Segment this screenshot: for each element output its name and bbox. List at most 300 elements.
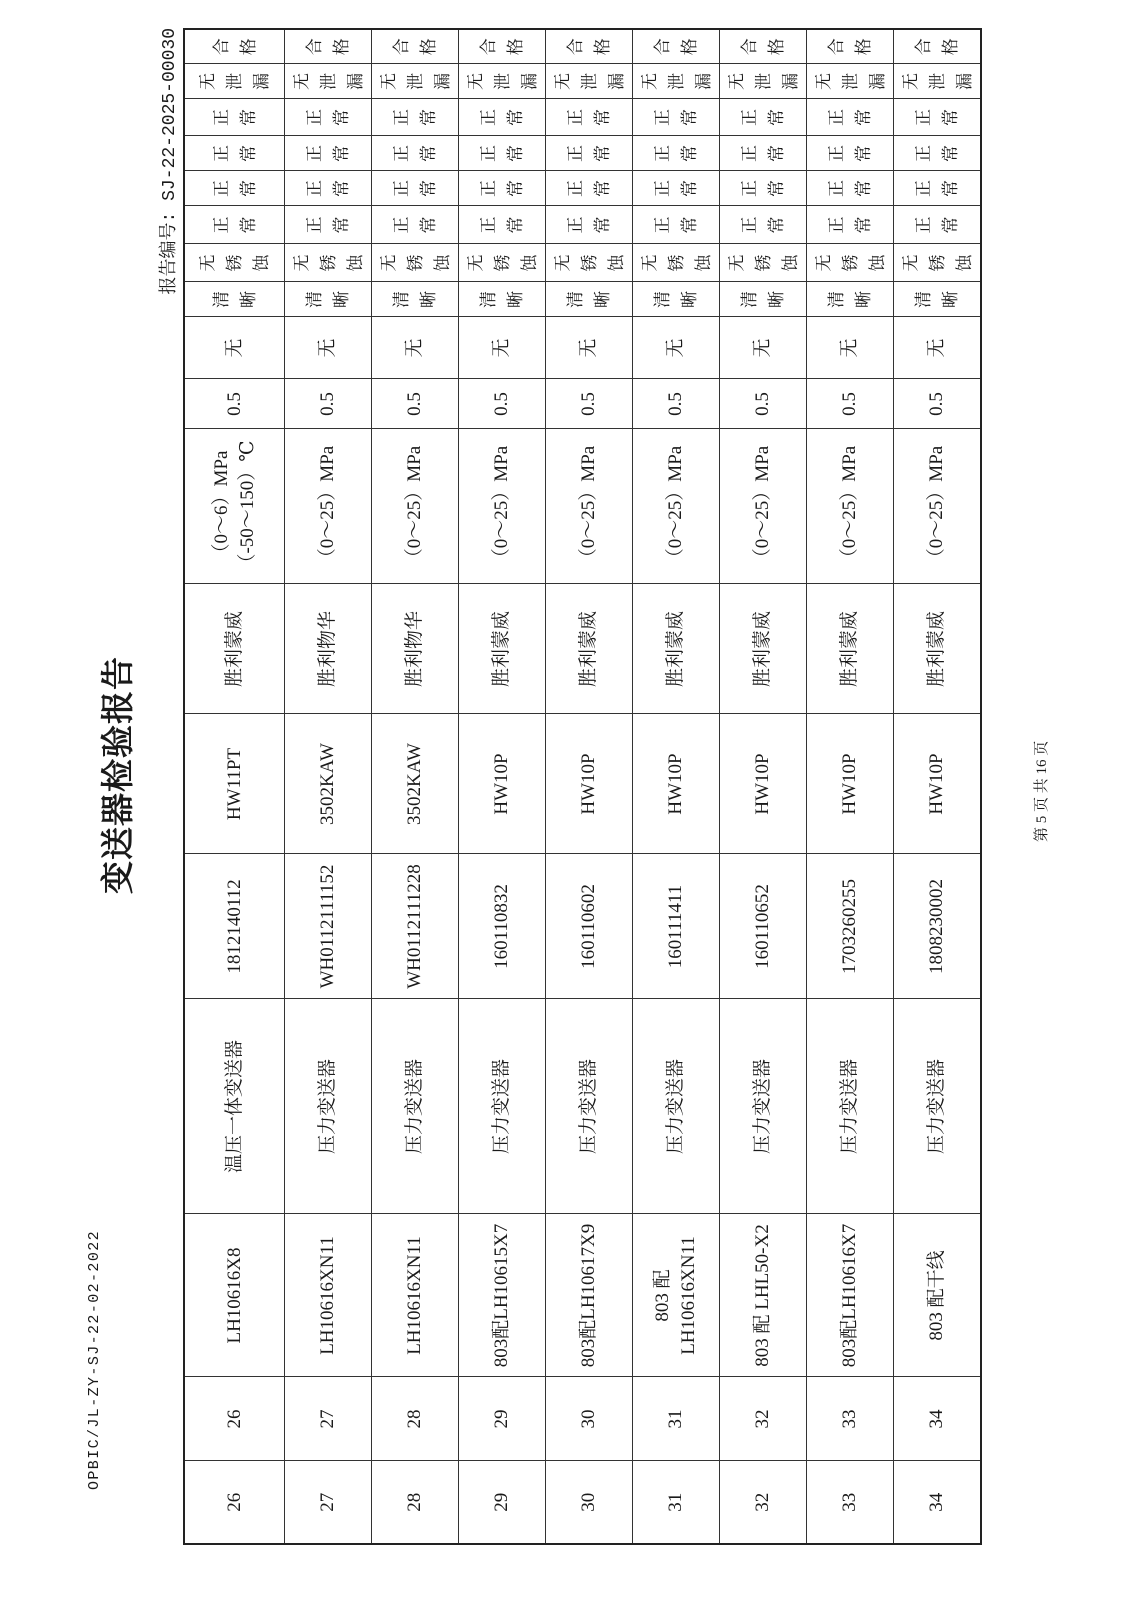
inspection-table — [183, 28, 982, 1545]
check-cell-text: 清晰 — [827, 291, 873, 308]
range-cell — [546, 429, 633, 584]
check-cell — [459, 136, 546, 171]
seq-cell — [720, 1461, 807, 1544]
tag-number-cell — [546, 1214, 633, 1377]
serial-number-cell — [184, 854, 285, 999]
model-cell — [285, 714, 372, 854]
check-cell — [807, 282, 894, 317]
range-cell — [285, 429, 372, 584]
device-name-cell — [459, 999, 546, 1214]
tag-number-cell — [372, 1214, 459, 1377]
range-cell — [720, 429, 807, 584]
check-cell-text: 无 — [839, 338, 860, 358]
page-footer: 第 5 页 共 16 页 — [1034, 740, 1050, 842]
item-number-cell — [633, 1377, 720, 1461]
check-cell-text: 无锈蚀 — [291, 254, 365, 272]
range-cell-text: （0～25）MPa — [404, 445, 425, 568]
serial-number-cell-text: WH0112111152 — [317, 864, 338, 989]
accuracy-cell — [807, 379, 894, 429]
device-name-cell — [285, 999, 372, 1214]
seq-cell-text: 30 — [578, 1492, 599, 1512]
tag-number-cell-text: 803配LH10616X7 — [839, 1223, 860, 1368]
serial-number-cell-text: 1808230002 — [926, 879, 947, 974]
range-cell — [459, 429, 546, 584]
check-cell-text: 清晰 — [566, 291, 612, 308]
seq-cell — [546, 1461, 633, 1544]
check-cell-text: 无 — [223, 338, 245, 358]
range-cell-text: （0～25）MPa — [491, 445, 512, 568]
tag-number-cell — [285, 1214, 372, 1377]
seq-cell-text: 33 — [839, 1492, 860, 1512]
check-cell — [720, 99, 807, 136]
device-name-cell-text: 压力变送器 — [317, 1059, 338, 1155]
accuracy-cell-text: 0.5 — [223, 392, 245, 416]
check-cell-text: 无锈蚀 — [900, 254, 974, 272]
model-cell — [720, 714, 807, 854]
serial-number-cell-text: 1703260255 — [839, 879, 860, 974]
range-cell-text: （0～25）MPa — [578, 445, 599, 568]
item-number-cell-text: 29 — [491, 1409, 512, 1429]
serial-number-cell — [894, 854, 982, 999]
item-number-cell — [894, 1377, 982, 1461]
check-cell-text: 无泄漏 — [552, 73, 626, 90]
check-cell-text: 正常 — [479, 216, 525, 234]
check-cell-text: 正常 — [211, 145, 258, 162]
check-cell — [720, 282, 807, 317]
device-name-cell — [807, 999, 894, 1214]
manufacturer-cell-text: 胜利蒙威 — [926, 611, 947, 688]
result-cell — [720, 29, 807, 64]
tag-number-cell — [633, 1214, 720, 1377]
model-cell — [894, 714, 982, 854]
table-row — [807, 29, 894, 1544]
accuracy-cell — [546, 379, 633, 429]
check-cell — [807, 136, 894, 171]
check-cell-text: 无 — [404, 338, 425, 358]
serial-number-cell-text: 160110602 — [578, 884, 599, 969]
device-name-cell-text: 压力变送器 — [665, 1059, 686, 1155]
check-cell-text: 无泄漏 — [291, 73, 365, 90]
check-cell-text: 清晰 — [392, 291, 438, 308]
tag-number-cell — [720, 1214, 807, 1377]
seq-cell — [285, 1461, 372, 1544]
result-cell-text: 合格 — [566, 38, 612, 56]
check-cell — [372, 282, 459, 317]
device-name-cell-text: 压力变送器 — [491, 1059, 512, 1155]
check-cell — [720, 136, 807, 171]
check-cell-text: 正常 — [305, 180, 351, 197]
result-cell-text: 合格 — [914, 38, 960, 56]
check-cell — [285, 171, 372, 206]
device-name-cell — [720, 999, 807, 1214]
check-cell-text: 正常 — [211, 216, 258, 234]
check-cell — [184, 282, 285, 317]
accuracy-cell-text: 0.5 — [578, 392, 599, 416]
check-cell-text: 正常 — [392, 145, 438, 162]
serial-number-cell — [546, 854, 633, 999]
manufacturer-cell-text: 胜利蒙威 — [491, 611, 512, 688]
check-cell — [285, 99, 372, 136]
result-cell-text: 合格 — [305, 38, 351, 56]
check-cell-text: 正常 — [827, 216, 873, 234]
range-cell — [894, 429, 982, 584]
seq-cell — [894, 1461, 982, 1544]
check-cell-text: 清晰 — [211, 291, 258, 308]
check-cell-text: 正常 — [827, 145, 873, 162]
result-cell-text: 合格 — [740, 38, 786, 56]
check-cell-text: 无 — [665, 338, 686, 358]
check-cell-text: 正常 — [653, 109, 699, 126]
check-cell-text: 正常 — [740, 145, 786, 162]
check-cell — [633, 282, 720, 317]
check-cell-text: 正常 — [740, 180, 786, 197]
result-cell-text: 合格 — [211, 38, 258, 56]
range-cell-text: （0～25）MPa — [317, 445, 338, 568]
check-cell — [720, 206, 807, 244]
check-cell — [372, 206, 459, 244]
tag-number-cell-text: 803 配 LHL50-X2 — [752, 1224, 773, 1367]
check-cell — [633, 244, 720, 282]
check-cell-text: 正常 — [827, 180, 873, 197]
tag-number-cell-text: 803配LH10617X9 — [578, 1223, 599, 1368]
range-cell — [807, 429, 894, 584]
check-cell — [372, 99, 459, 136]
form-code: OPBIC/JL-ZY-SJ-22-02-2022 — [86, 1229, 103, 1490]
check-cell-text: 正常 — [392, 216, 438, 234]
manufacturer-cell — [633, 584, 720, 714]
check-cell-text: 无锈蚀 — [639, 254, 713, 272]
serial-number-cell-text: 160110652 — [752, 884, 773, 969]
tag-number-cell-text: 803 配 LH10616XN11 — [652, 1236, 699, 1355]
device-name-cell-text: 压力变送器 — [752, 1059, 773, 1155]
accuracy-cell — [184, 379, 285, 429]
check-cell-text: 正常 — [305, 109, 351, 126]
device-name-cell — [184, 999, 285, 1214]
accuracy-cell-text: 0.5 — [491, 392, 512, 416]
result-cell-text: 合格 — [653, 38, 699, 56]
check-cell-text: 正常 — [653, 145, 699, 162]
check-cell — [807, 244, 894, 282]
model-cell-text: HW10P — [665, 753, 686, 815]
seq-cell — [184, 1461, 285, 1544]
check-cell — [184, 99, 285, 136]
check-cell — [894, 171, 982, 206]
check-cell-text: 正常 — [566, 145, 612, 162]
serial-number-cell-text: WH0112111228 — [404, 864, 425, 989]
check-cell — [720, 171, 807, 206]
model-cell — [546, 714, 633, 854]
check-cell-text: 无泄漏 — [900, 73, 974, 90]
check-cell-text: 无泄漏 — [198, 73, 271, 90]
result-cell — [285, 29, 372, 64]
manufacturer-cell — [372, 584, 459, 714]
check-cell — [285, 282, 372, 317]
check-cell-text: 正常 — [305, 216, 351, 234]
check-cell-text: 清晰 — [305, 291, 351, 308]
result-cell-text: 合格 — [827, 38, 873, 56]
seq-cell — [459, 1461, 546, 1544]
check-cell — [459, 64, 546, 99]
manufacturer-cell-text: 胜利蒙威 — [578, 611, 599, 688]
seq-cell-text: 31 — [665, 1492, 686, 1512]
manufacturer-cell-text: 胜利蒙威 — [665, 611, 686, 688]
check-cell-text: 无锈蚀 — [465, 254, 539, 272]
device-name-cell-text: 压力变送器 — [578, 1059, 599, 1155]
tag-number-cell-text: LH10616XN11 — [317, 1236, 338, 1355]
check-cell — [546, 64, 633, 99]
check-cell — [807, 64, 894, 99]
check-cell-text: 正常 — [914, 145, 960, 162]
seq-cell — [807, 1461, 894, 1544]
check-cell — [372, 171, 459, 206]
check-cell — [894, 99, 982, 136]
check-cell — [184, 64, 285, 99]
result-cell — [633, 29, 720, 64]
check-cell-text: 正常 — [653, 180, 699, 197]
item-number-cell — [184, 1377, 285, 1461]
item-number-cell-text: 31 — [665, 1409, 686, 1429]
device-name-cell-text: 压力变送器 — [839, 1059, 860, 1155]
check-cell — [184, 206, 285, 244]
table-row — [459, 29, 546, 1544]
check-cell-text: 清晰 — [653, 291, 699, 308]
check-cell-text: 无泄漏 — [378, 73, 452, 90]
check-cell-text: 无锈蚀 — [378, 254, 452, 272]
check-cell — [459, 317, 546, 379]
check-cell-text: 正常 — [914, 216, 960, 234]
item-number-cell-text: 27 — [317, 1409, 338, 1429]
check-cell — [546, 206, 633, 244]
check-cell — [546, 136, 633, 171]
serial-number-cell — [720, 854, 807, 999]
seq-cell-text: 32 — [752, 1492, 773, 1512]
tag-number-cell — [894, 1214, 982, 1377]
check-cell-text: 无泄漏 — [465, 73, 539, 90]
serial-number-cell — [459, 854, 546, 999]
check-cell-text: 正常 — [827, 109, 873, 126]
check-cell — [546, 99, 633, 136]
range-cell-text: （0～25）MPa — [665, 445, 686, 568]
result-cell-text: 合格 — [479, 38, 525, 56]
model-cell — [372, 714, 459, 854]
seq-cell-text: 26 — [223, 1492, 245, 1512]
serial-number-cell-text: 160111411 — [665, 884, 686, 969]
check-cell — [894, 206, 982, 244]
check-cell-text: 正常 — [305, 145, 351, 162]
range-cell-text: （0～25）MPa — [752, 445, 773, 568]
check-cell-text: 正常 — [914, 180, 960, 197]
range-cell — [184, 429, 285, 584]
manufacturer-cell — [546, 584, 633, 714]
check-cell-text: 无 — [578, 338, 599, 358]
check-cell-text: 正常 — [566, 216, 612, 234]
seq-cell-text: 34 — [926, 1492, 947, 1512]
tag-number-cell-text: 803 配干线 — [926, 1250, 947, 1341]
check-cell-text: 无 — [491, 338, 512, 358]
check-cell — [184, 171, 285, 206]
check-cell-text: 正常 — [479, 180, 525, 197]
check-cell-text: 无锈蚀 — [198, 254, 271, 272]
check-cell — [807, 171, 894, 206]
check-cell-text: 清晰 — [914, 291, 960, 308]
accuracy-cell — [633, 379, 720, 429]
item-number-cell-text: 28 — [404, 1409, 425, 1429]
manufacturer-cell — [720, 584, 807, 714]
manufacturer-cell — [807, 584, 894, 714]
table-row — [184, 29, 285, 1544]
check-cell — [807, 206, 894, 244]
check-cell-text: 正常 — [914, 109, 960, 126]
accuracy-cell-text: 0.5 — [839, 392, 860, 416]
check-cell-text: 正常 — [392, 109, 438, 126]
check-cell — [285, 317, 372, 379]
check-cell — [546, 317, 633, 379]
model-cell-text: HW11PT — [223, 747, 245, 821]
accuracy-cell-text: 0.5 — [752, 392, 773, 416]
check-cell — [720, 64, 807, 99]
accuracy-cell — [372, 379, 459, 429]
seq-cell-text: 28 — [404, 1492, 425, 1512]
check-cell — [459, 206, 546, 244]
item-number-cell — [459, 1377, 546, 1461]
model-cell-text: HW10P — [926, 753, 947, 815]
table-body — [184, 29, 981, 1544]
device-name-cell — [633, 999, 720, 1214]
seq-cell — [633, 1461, 720, 1544]
check-cell — [633, 99, 720, 136]
check-cell — [285, 206, 372, 244]
model-cell — [807, 714, 894, 854]
manufacturer-cell-text: 胜利蒙威 — [752, 611, 773, 688]
tag-number-cell-text: LH10616X8 — [223, 1247, 245, 1344]
check-cell — [372, 136, 459, 171]
check-cell — [720, 317, 807, 379]
check-cell — [184, 244, 285, 282]
check-cell-text: 无 — [317, 338, 338, 358]
check-cell-text: 正常 — [479, 109, 525, 126]
check-cell-text: 正常 — [211, 180, 258, 197]
check-cell — [894, 282, 982, 317]
check-cell — [184, 317, 285, 379]
check-cell — [546, 282, 633, 317]
check-cell-text: 正常 — [479, 145, 525, 162]
check-cell-text: 无泄漏 — [639, 73, 713, 90]
model-cell-text: HW10P — [578, 753, 599, 815]
accuracy-cell — [285, 379, 372, 429]
serial-number-cell — [372, 854, 459, 999]
tag-number-cell — [184, 1214, 285, 1377]
check-cell — [633, 136, 720, 171]
table-row — [546, 29, 633, 1544]
check-cell-text: 正常 — [392, 180, 438, 197]
item-number-cell-text: 30 — [578, 1409, 599, 1429]
model-cell — [459, 714, 546, 854]
range-cell — [633, 429, 720, 584]
device-name-cell-text: 温压一体变送器 — [223, 1040, 245, 1174]
table-row — [894, 29, 982, 1544]
check-cell — [633, 171, 720, 206]
seq-cell-text: 27 — [317, 1492, 338, 1512]
check-cell — [372, 64, 459, 99]
seq-cell — [372, 1461, 459, 1544]
check-cell — [546, 244, 633, 282]
manufacturer-cell — [459, 584, 546, 714]
seq-cell-text: 29 — [491, 1492, 512, 1512]
check-cell — [633, 317, 720, 379]
table-row — [633, 29, 720, 1544]
check-cell-text: 无 — [926, 338, 947, 358]
device-name-cell — [372, 999, 459, 1214]
check-cell — [807, 317, 894, 379]
device-name-cell-text: 压力变送器 — [926, 1059, 947, 1155]
item-number-cell — [285, 1377, 372, 1461]
item-number-cell — [372, 1377, 459, 1461]
manufacturer-cell-text: 胜利物华 — [404, 611, 425, 688]
range-cell — [372, 429, 459, 584]
page-title: 变送器检验报告 — [101, 656, 137, 894]
check-cell — [285, 244, 372, 282]
check-cell — [894, 64, 982, 99]
manufacturer-cell-text: 胜利蒙威 — [223, 611, 245, 688]
check-cell-text: 正常 — [566, 180, 612, 197]
table-row — [372, 29, 459, 1544]
check-cell-text: 清晰 — [479, 291, 525, 308]
model-cell-text: 3502KAW — [404, 743, 425, 825]
device-name-cell-text: 压力变送器 — [404, 1059, 425, 1155]
check-cell — [633, 206, 720, 244]
accuracy-cell-text: 0.5 — [926, 392, 947, 416]
check-cell-text: 正常 — [211, 109, 258, 126]
check-cell-text: 正常 — [740, 216, 786, 234]
model-cell-text: 3502KAW — [317, 743, 338, 825]
check-cell — [372, 317, 459, 379]
device-name-cell — [546, 999, 633, 1214]
serial-number-cell — [633, 854, 720, 999]
accuracy-cell-text: 0.5 — [317, 392, 338, 416]
report-number: 报告编号: SJ-22-2025-00030 — [160, 28, 180, 295]
result-cell — [807, 29, 894, 64]
manufacturer-cell-text: 胜利蒙威 — [839, 611, 860, 688]
serial-number-cell-text: 1812140112 — [223, 879, 245, 974]
check-cell — [720, 244, 807, 282]
check-cell-text: 清晰 — [740, 291, 786, 308]
table-row — [720, 29, 807, 1544]
serial-number-cell — [807, 854, 894, 999]
range-cell-text: （0～25）MPa — [839, 445, 860, 568]
check-cell — [372, 244, 459, 282]
item-number-cell-text: 26 — [223, 1409, 245, 1429]
accuracy-cell — [720, 379, 807, 429]
check-cell-text: 无锈蚀 — [552, 254, 626, 272]
item-number-cell — [807, 1377, 894, 1461]
result-cell-text: 合格 — [392, 38, 438, 56]
manufacturer-cell — [894, 584, 982, 714]
table-row — [285, 29, 372, 1544]
check-cell-text: 无泄漏 — [726, 73, 800, 90]
result-cell — [372, 29, 459, 64]
accuracy-cell-text: 0.5 — [665, 392, 686, 416]
check-cell — [894, 317, 982, 379]
model-cell-text: HW10P — [491, 753, 512, 815]
check-cell — [459, 171, 546, 206]
accuracy-cell-text: 0.5 — [404, 392, 425, 416]
model-cell-text: HW10P — [752, 753, 773, 815]
check-cell-text: 正常 — [740, 109, 786, 126]
check-cell-text: 正常 — [566, 109, 612, 126]
result-cell — [459, 29, 546, 64]
check-cell — [546, 171, 633, 206]
device-name-cell — [894, 999, 982, 1214]
